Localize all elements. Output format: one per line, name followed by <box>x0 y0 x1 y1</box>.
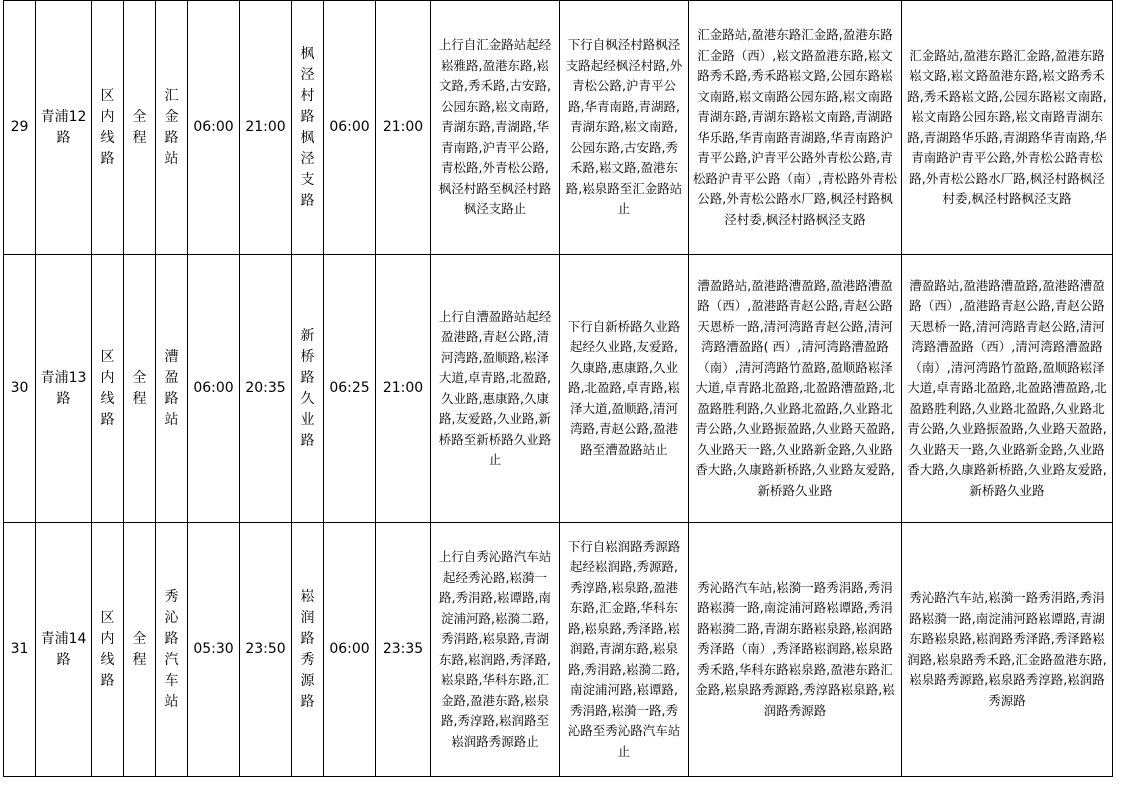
end-station: 新桥路久业路 <box>292 255 324 523</box>
last-bus-time: 23:50 <box>240 523 292 777</box>
down-route-description: 下行自枫泾村路枫泾支路起经枫泾村路,外青松公路,沪青平公路,华青南路,青湖路,青湖东路,崧文南路,公园东路,古安路,秀禾路,崧文路,盈港东路,崧泉路至汇金路站止 <box>560 1 689 255</box>
route-type: 区内线路 <box>92 523 124 777</box>
first-bus-time: 06:00 <box>188 255 240 523</box>
down-route-description: 下行自崧润路秀源路起经崧润路,秀源路,秀淳路,崧泉路,盈港东路,汇金路,华科东路,崧泉路,秀泽路,崧润路,青湖东路,崧泉路,秀涓路,崧漪二路,南淀浦河路,崧谭路,秀涓路,崧漪一路,秀沁路至秀沁路汽车站止 <box>560 523 689 777</box>
start-station: 秀沁路汽车站 <box>156 523 188 777</box>
down-stops-list: 漕盈路站,盈港路漕盈路,盈港路漕盈路（西）,盈港路青赵公路,青赵公路天恩桥一路,清河湾路青赵公路,清河湾路漕盈路（西）,清河湾路漕盈路（南）,清河湾路竹盈路,盈顺路崧泽大道,卓青路北盈路,北盈路漕盈路,北盈路胜利路,久业路北盈路,久业路北青公路,久业路振盈路,久业路天盈路,久业路天一路,久业路新金路,久业路香大路,久康路新桥路,久业路友爱路,新桥路久业路 <box>902 255 1113 523</box>
end-station: 枫泾村路枫泾支路 <box>292 1 324 255</box>
end-last-bus-time: 23:35 <box>376 523 431 777</box>
route-number: 30 <box>4 255 36 523</box>
route-type: 区内线路 <box>92 255 124 523</box>
route-name: 青浦12路 <box>36 1 92 255</box>
down-stops-list: 汇金路站,盈港东路汇金路,盈港东路崧文路,崧文路盈港东路,崧文路秀禾路,秀禾路崧文路,公园东路崧文南路,崧文南路公园东路,崧文南路青湖东路,青湖路华乐路,青湖路华青南路,华青南路沪青平公路,外青松公路青松路,外青松公路水厂路,枫泾村路枫泾村委,枫泾村路枫泾支路 <box>902 1 1113 255</box>
table-row <box>4 255 1113 523</box>
last-bus-time: 20:35 <box>240 255 292 523</box>
up-stops-list: 汇金路站,盈港东路汇金路,盈港东路汇金路（西）,崧文路盈港东路,崧文路秀禾路,秀禾路崧文路,公园东路崧文南路,崧文南路公园东路,崧文南路青湖东路,青湖东路崧文南路,青湖路华乐路,华青南路青湖路,华青南路沪青平公路,沪青平公路外青松公路,青松路沪青平公路（南）,青松路外青松公路,外青松公路水厂路,枫泾村路枫泾村委,枫泾村路枫泾支路 <box>689 1 902 255</box>
table-row <box>4 1 1113 255</box>
route-span: 全程 <box>124 1 156 255</box>
up-route-description: 上行自秀沁路汽车站起经秀沁路,崧漪一路,秀涓路,崧谭路,南淀浦河路,崧漪二路,秀涓路,崧泉路,青湖东路,崧润路,秀泽路,崧泉路,华科东路,汇金路,盈港东路,崧泉路,秀淳路,崧润路至崧润路秀源路止 <box>431 523 560 777</box>
end-first-bus-time: 06:25 <box>324 255 376 523</box>
route-type: 区内线路 <box>92 1 124 255</box>
start-station: 漕盈路站 <box>156 255 188 523</box>
last-bus-time: 21:00 <box>240 1 292 255</box>
end-station: 崧润路秀源路 <box>292 523 324 777</box>
end-first-bus-time: 06:00 <box>324 1 376 255</box>
start-station: 汇金路站 <box>156 1 188 255</box>
end-last-bus-time: 21:00 <box>376 255 431 523</box>
route-name: 青浦13路 <box>36 255 92 523</box>
route-span: 全程 <box>124 523 156 777</box>
up-route-description: 上行自汇金路站起经崧雅路,盈港东路,崧文路,秀禾路,古安路,公园东路,崧文南路,青湖东路,青湖路,华青南路,沪青平公路,青松路,外青松公路,枫泾村路至枫泾村路枫泾支路止 <box>431 1 560 255</box>
route-span: 全程 <box>124 255 156 523</box>
up-stops-list: 秀沁路汽车站,崧漪一路秀涓路,秀涓路崧漪一路,南淀浦河路崧谭路,秀涓路崧漪二路,青湖东路崧泉路,崧润路秀泽路（南）,秀泽路崧润路,崧泉路秀禾路,华科东路崧泉路,盈港东路汇金路,崧泉路秀源路,秀淳路崧泉路,崧润路秀源路 <box>689 523 902 777</box>
down-route-description: 下行自新桥路久业路起经久业路,友爱路,久康路,惠康路,久业路,北盈路,卓青路,崧泽大道,盈顺路,清河湾路,青赵公路,盈港路至漕盈路站止 <box>560 255 689 523</box>
first-bus-time: 06:00 <box>188 1 240 255</box>
route-number: 31 <box>4 523 36 777</box>
bus-route-table <box>3 0 1113 777</box>
end-last-bus-time: 21:00 <box>376 1 431 255</box>
up-stops-list: 漕盈路站,盈港路漕盈路,盈港路漕盈路（西）,盈港路青赵公路,青赵公路天恩桥一路,清河湾路青赵公路,清河湾路漕盈路( 西）,清河湾路漕盈路（南）,清河湾路竹盈路,盈顺路崧泽大道,卓青路北盈路,北盈路漕盈路,北盈路胜利路,久业路北盈路,久业路北青公路,久业路振盈路,久业路天盈路,久业路天一路,久业路新金路,久业路香大路,久康路新桥路,久业路友爱路,新桥路久业路 <box>689 255 902 523</box>
down-stops-list: 秀沁路汽车站,崧漪一路秀涓路,秀涓路崧漪一路,南淀浦河路崧谭路,青湖东路崧泉路,崧润路秀泽路,秀泽路崧润路,崧泉路秀禾路,汇金路盈港东路,崧泉路秀源路,崧泉路秀淳路,崧润路秀源路 <box>902 523 1113 777</box>
route-number: 29 <box>4 1 36 255</box>
up-route-description: 上行自漕盈路站起经盈港路,青赵公路,清河湾路,盈顺路,崧泽大道,卓青路,北盈路,久业路,惠康路,久康路,友爱路,久业路,新桥路至新桥路久业路止 <box>431 255 560 523</box>
table-row <box>4 523 1113 777</box>
first-bus-time: 05:30 <box>188 523 240 777</box>
route-name: 青浦14路 <box>36 523 92 777</box>
end-first-bus-time: 06:00 <box>324 523 376 777</box>
